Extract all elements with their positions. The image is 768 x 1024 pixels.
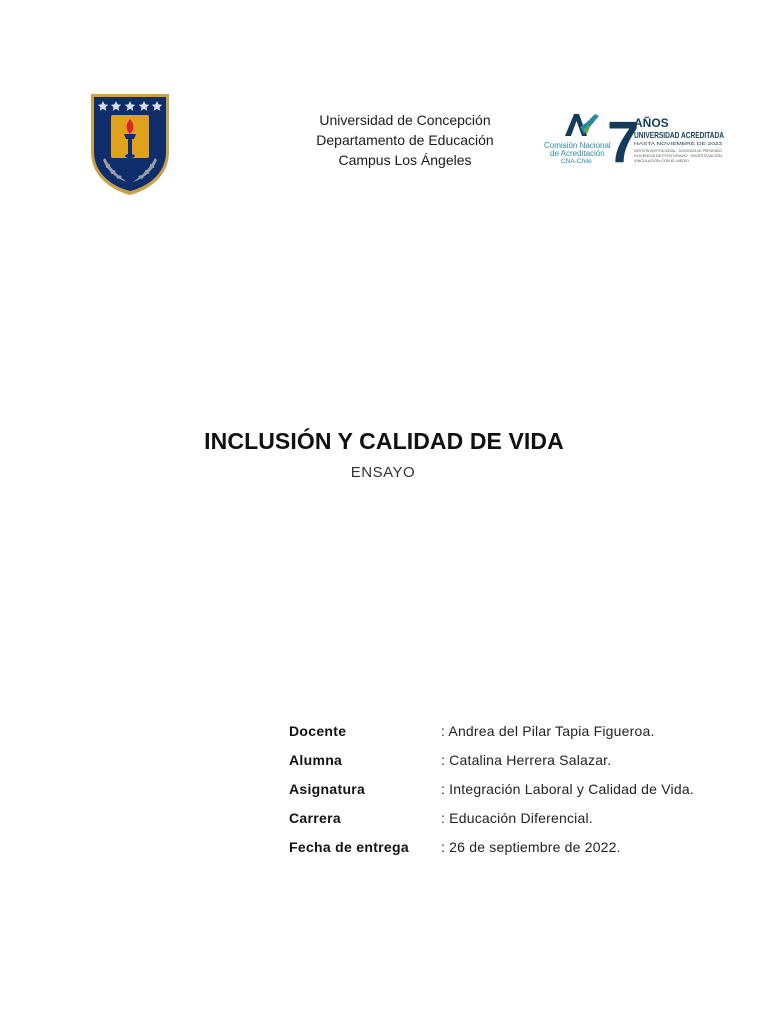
cna-commission-line2: de Acreditación	[550, 149, 605, 158]
info-value: : 26 de septiembre de 2022.	[441, 838, 621, 855]
info-row-student	[289, 745, 749, 774]
info-row-teacher	[289, 716, 749, 745]
accreditation-areas-line1: GESTIÓN INSTITUCIONAL · DOCENCIA DE PREGRADO	[634, 149, 734, 153]
info-label: Docente	[289, 722, 347, 739]
accreditation-years-number: 7	[607, 110, 640, 175]
institution-name: Universidad de Concepción	[319, 112, 491, 128]
info-label: Asignatura	[289, 780, 366, 797]
cna-commission-line1: Comisión Nacional	[544, 141, 611, 150]
cna-accreditation-logo	[543, 110, 734, 175]
info-label: Carrera	[289, 809, 341, 826]
info-value: : Catalina Herrera Salazar.	[441, 751, 612, 768]
accreditation-areas-line3: VINCULACIÓN CON EL MEDIO	[634, 159, 689, 163]
submission-info	[289, 716, 749, 861]
info-row-due-date	[289, 832, 749, 861]
essay-subtitle: ENSAYO	[350, 464, 416, 481]
cna-chile-label: CNA-Chile	[561, 158, 592, 165]
info-label: Alumna	[289, 751, 343, 768]
accreditation-until: HASTA NOVIEMBRE DE 2023	[634, 141, 723, 146]
essay-title: INCLUSIÓN Y CALIDAD DE VIDA	[204, 428, 564, 454]
info-label: Fecha de entrega	[289, 838, 409, 855]
university-crest-logo	[89, 92, 171, 196]
campus-name: Campus Los Ángeles	[338, 152, 472, 168]
department-name: Departamento de Educación	[316, 132, 494, 148]
info-value: : Integración Laboral y Calidad de Vida.	[441, 780, 694, 797]
info-row-subject	[289, 774, 749, 803]
institution-block	[300, 110, 510, 170]
accreditation-years-word: AÑOS	[634, 116, 669, 130]
accreditation-status: UNIVERSIDAD ACREDITADA	[634, 131, 725, 140]
accreditation-areas-line2: DOCENCIA DE POSTGRADO · INVESTIGACIÓN	[634, 154, 719, 158]
info-value: : Educación Diferencial.	[441, 809, 593, 826]
info-value: : Andrea del Pilar Tapia Figueroa.	[441, 722, 655, 739]
info-row-program	[289, 803, 749, 832]
